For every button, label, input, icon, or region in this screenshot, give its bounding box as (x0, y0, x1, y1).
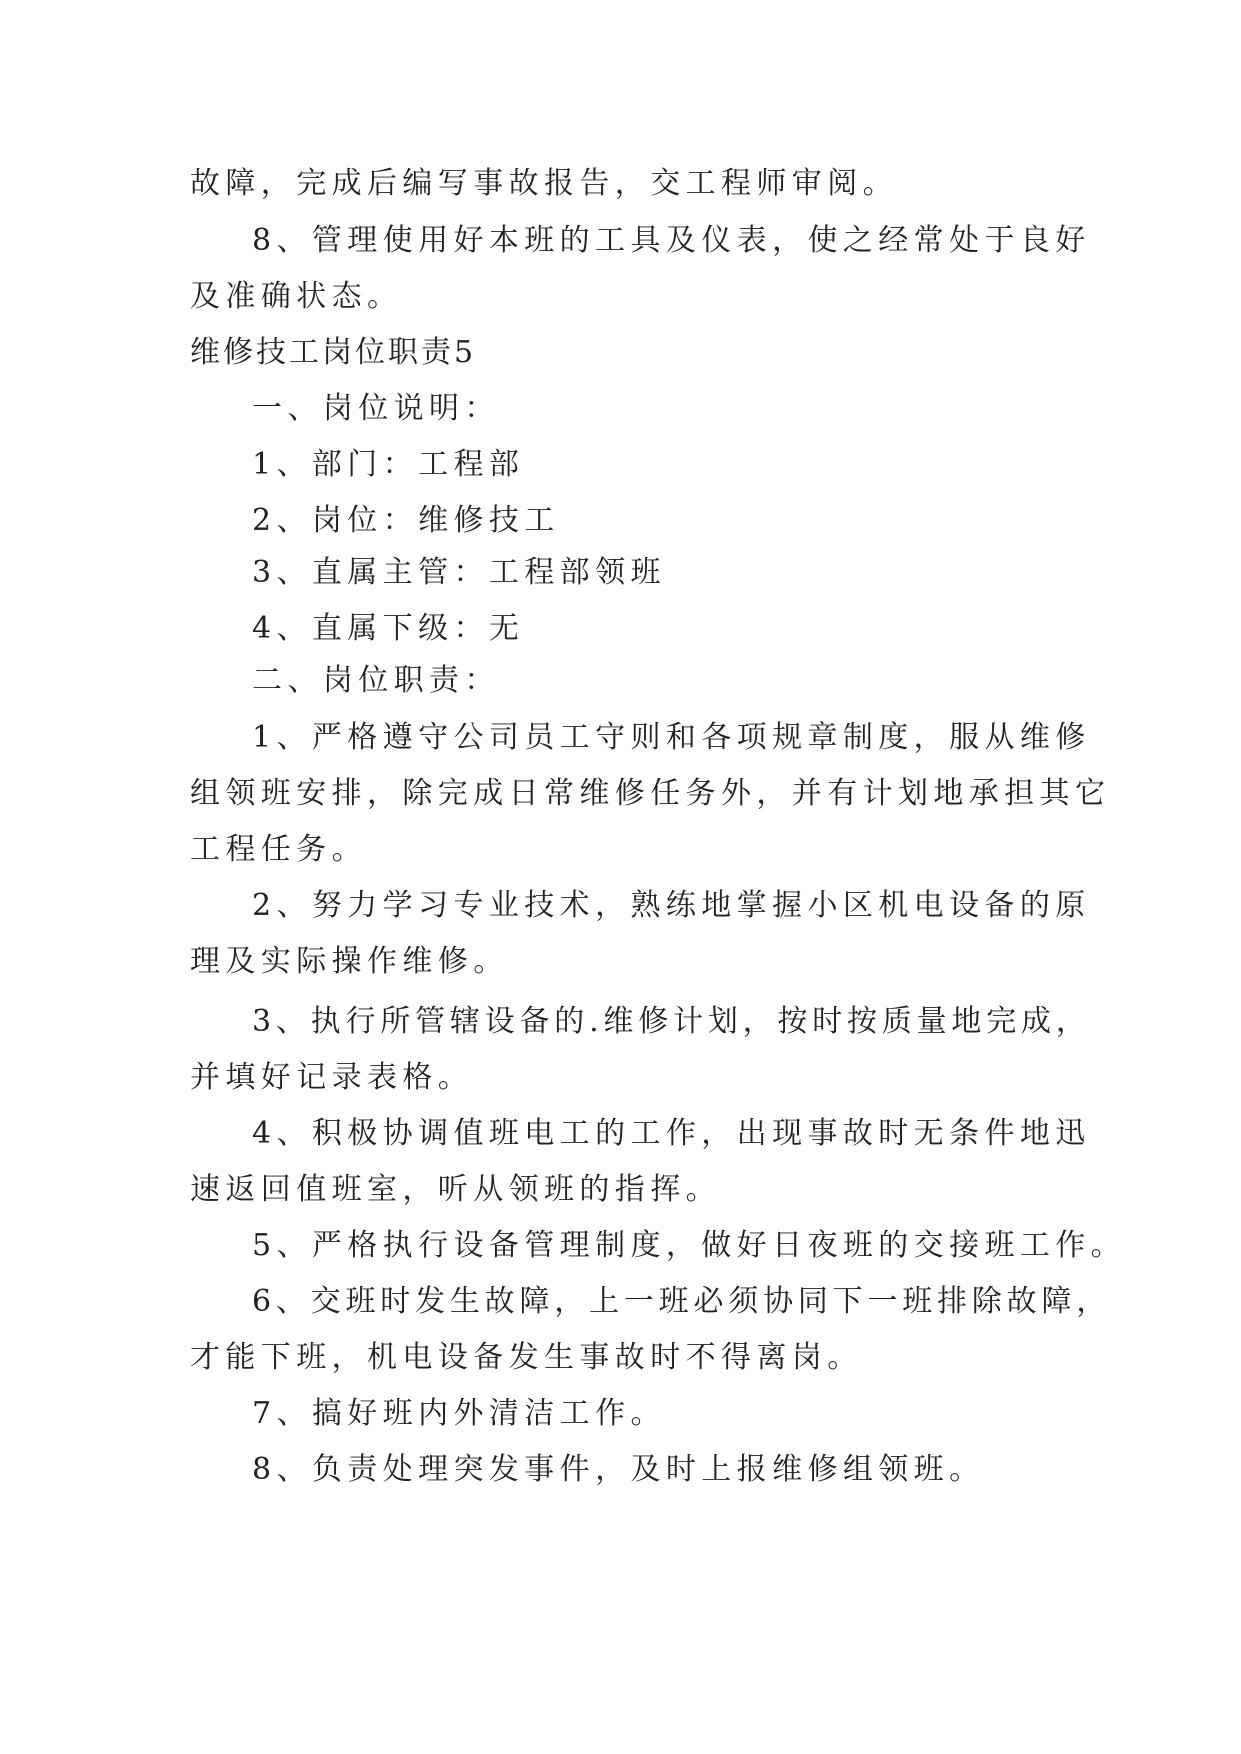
paragraph-line: 并填好记录表格。 (190, 1060, 474, 1095)
paragraph-line: 6、交班时发生故障，上一班必须协同下一班排除故障， (252, 1284, 1112, 1319)
paragraph-line: 4、积极协调值班电工的工作，出现事故时无条件地迅 (252, 1116, 1091, 1151)
paragraph-line: 故障，完成后编写事故报告，交工程师审阅。 (190, 166, 898, 201)
list-item: 3、直属主管：工程部领班 (252, 555, 666, 590)
paragraph-line: 7、搞好班内外清洁工作。 (252, 1396, 666, 1431)
paragraph-line: 3、执行所管辖设备的.维修计划，按时按质量地完成， (252, 1004, 1091, 1039)
paragraph-line: 才能下班，机电设备发生事故时不得离岗。 (190, 1340, 863, 1375)
paragraph-line: 8、负责处理突发事件，及时上报维修组领班。 (252, 1452, 985, 1487)
paragraph-line: 8、管理使用好本班的工具及仪表，使之经常处于良好 (252, 223, 1091, 258)
paragraph-line: 5、严格执行设备管理制度，做好日夜班的交接班工作。 (252, 1228, 1127, 1263)
section-title: 维修技工岗位职责5 (190, 335, 477, 370)
paragraph-line: 组领班安排，除完成日常维修任务外，并有计划地承担其它 (190, 776, 1111, 811)
list-item: 4、直属下级：无 (252, 611, 525, 646)
paragraph-line: 及准确状态。 (190, 279, 403, 314)
paragraph-line: 理及实际操作维修。 (190, 944, 509, 979)
section-heading: 二、岗位职责： (252, 663, 500, 698)
paragraph-line: 2、努力学习专业技术，熟练地掌握小区机电设备的原 (252, 888, 1091, 923)
paragraph-line: 速返回值班室，听从领班的指挥。 (190, 1172, 721, 1207)
list-item: 2、岗位：维修技工 (252, 503, 560, 538)
paragraph-line: 工程任务。 (190, 832, 367, 867)
list-item: 1、部门：工程部 (252, 447, 525, 482)
section-heading: 一、岗位说明： (252, 391, 500, 426)
paragraph-line: 1、严格遵守公司员工守则和各项规章制度，服从维修 (252, 720, 1091, 755)
